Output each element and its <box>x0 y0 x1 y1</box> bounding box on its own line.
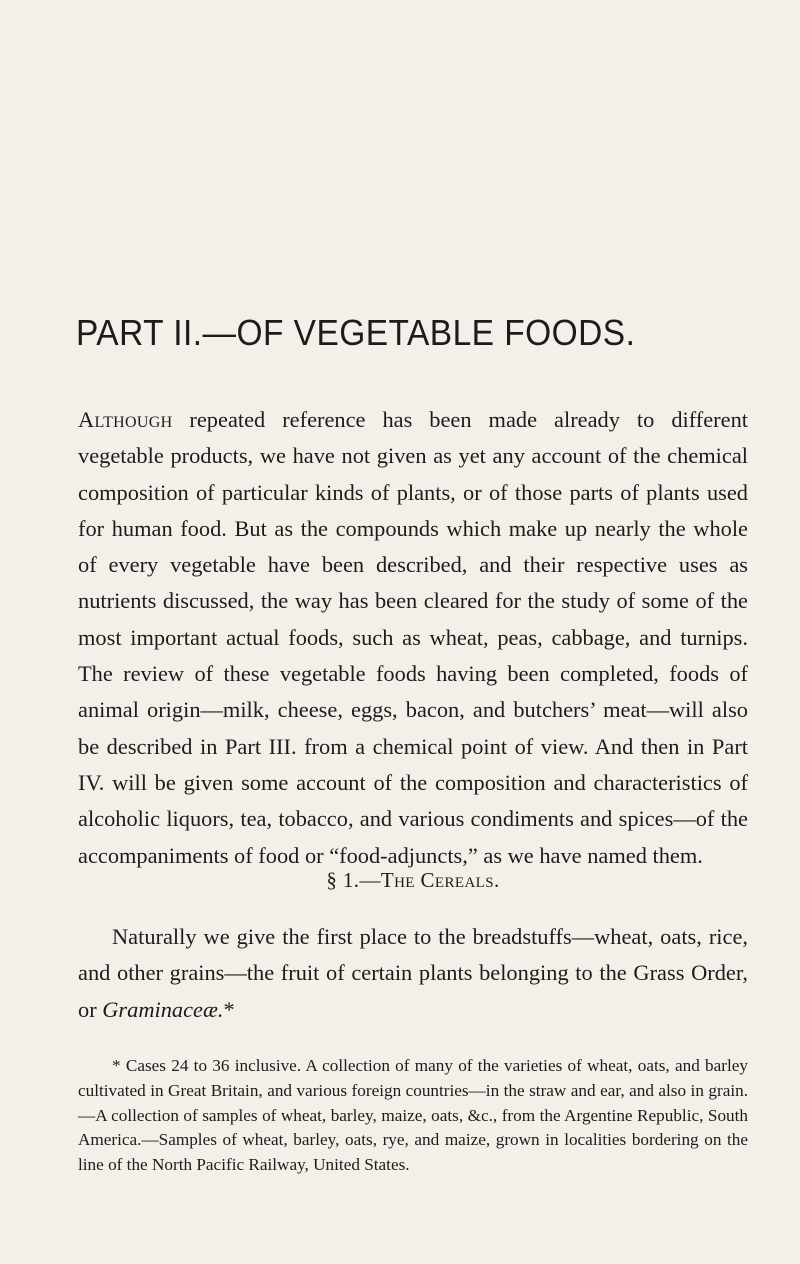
footnote <box>78 1054 748 1178</box>
part-heading: PART II.—OF VEGETABLE FOODS. <box>76 312 636 353</box>
intro-text: repeated reference has been made already to different vegetable products, we have not given as yet any account of the chemical composition of particular kinds of plants, or of those parts of plants used for human food. But as the compounds which make up nearly the whole of every vegetable have been described, and their respective uses as nutrients discussed, the way has been cleared for the study of some of the most important actual foods, such as wheat, peas, cabbage, and turnips. The review of these vegetable foods having been completed, foods of animal origin—milk, cheese, eggs, bacon, and butchers’ meat—will also be described in Part III. from a chemical point of view. And then in Part IV. will be given some account of the composition and characteristics of alcoholic liquors, tea, tobacco, and various condiments and spices—of the accompaniments of food or “food-adjuncts,” as we have named them. <box>78 407 748 868</box>
section-title: The Cereals. <box>380 868 500 892</box>
section-paragraph <box>78 919 748 1028</box>
section-paragraph-text: Naturally we give the first place to the breadstuffs—wheat, oats, rice, and other grains—the fruit of certain plants belonging to the Grass Order, or <box>78 924 748 1022</box>
section-heading <box>78 868 748 893</box>
lead-word: Although <box>78 407 173 432</box>
section-number: § 1.— <box>326 868 381 892</box>
footnote-mark: * <box>223 996 235 1022</box>
order-name: Graminaceæ. <box>102 996 224 1022</box>
footnote-text: * Cases 24 to 36 inclusive. A collection of many of the varieties of wheat, oats, and barley cultivated in Great Britain, and various foreign countries—in the straw and ear, and also in grain.—A collection of samples of wheat, barley, maize, oats, &c., from the Argentine Republic, South America.—Samples of wheat, barley, oats, rye, and maize, grown in localities bordering on the line of the North Pacific Railway, United States. <box>78 1056 748 1175</box>
intro-paragraph <box>78 402 748 874</box>
